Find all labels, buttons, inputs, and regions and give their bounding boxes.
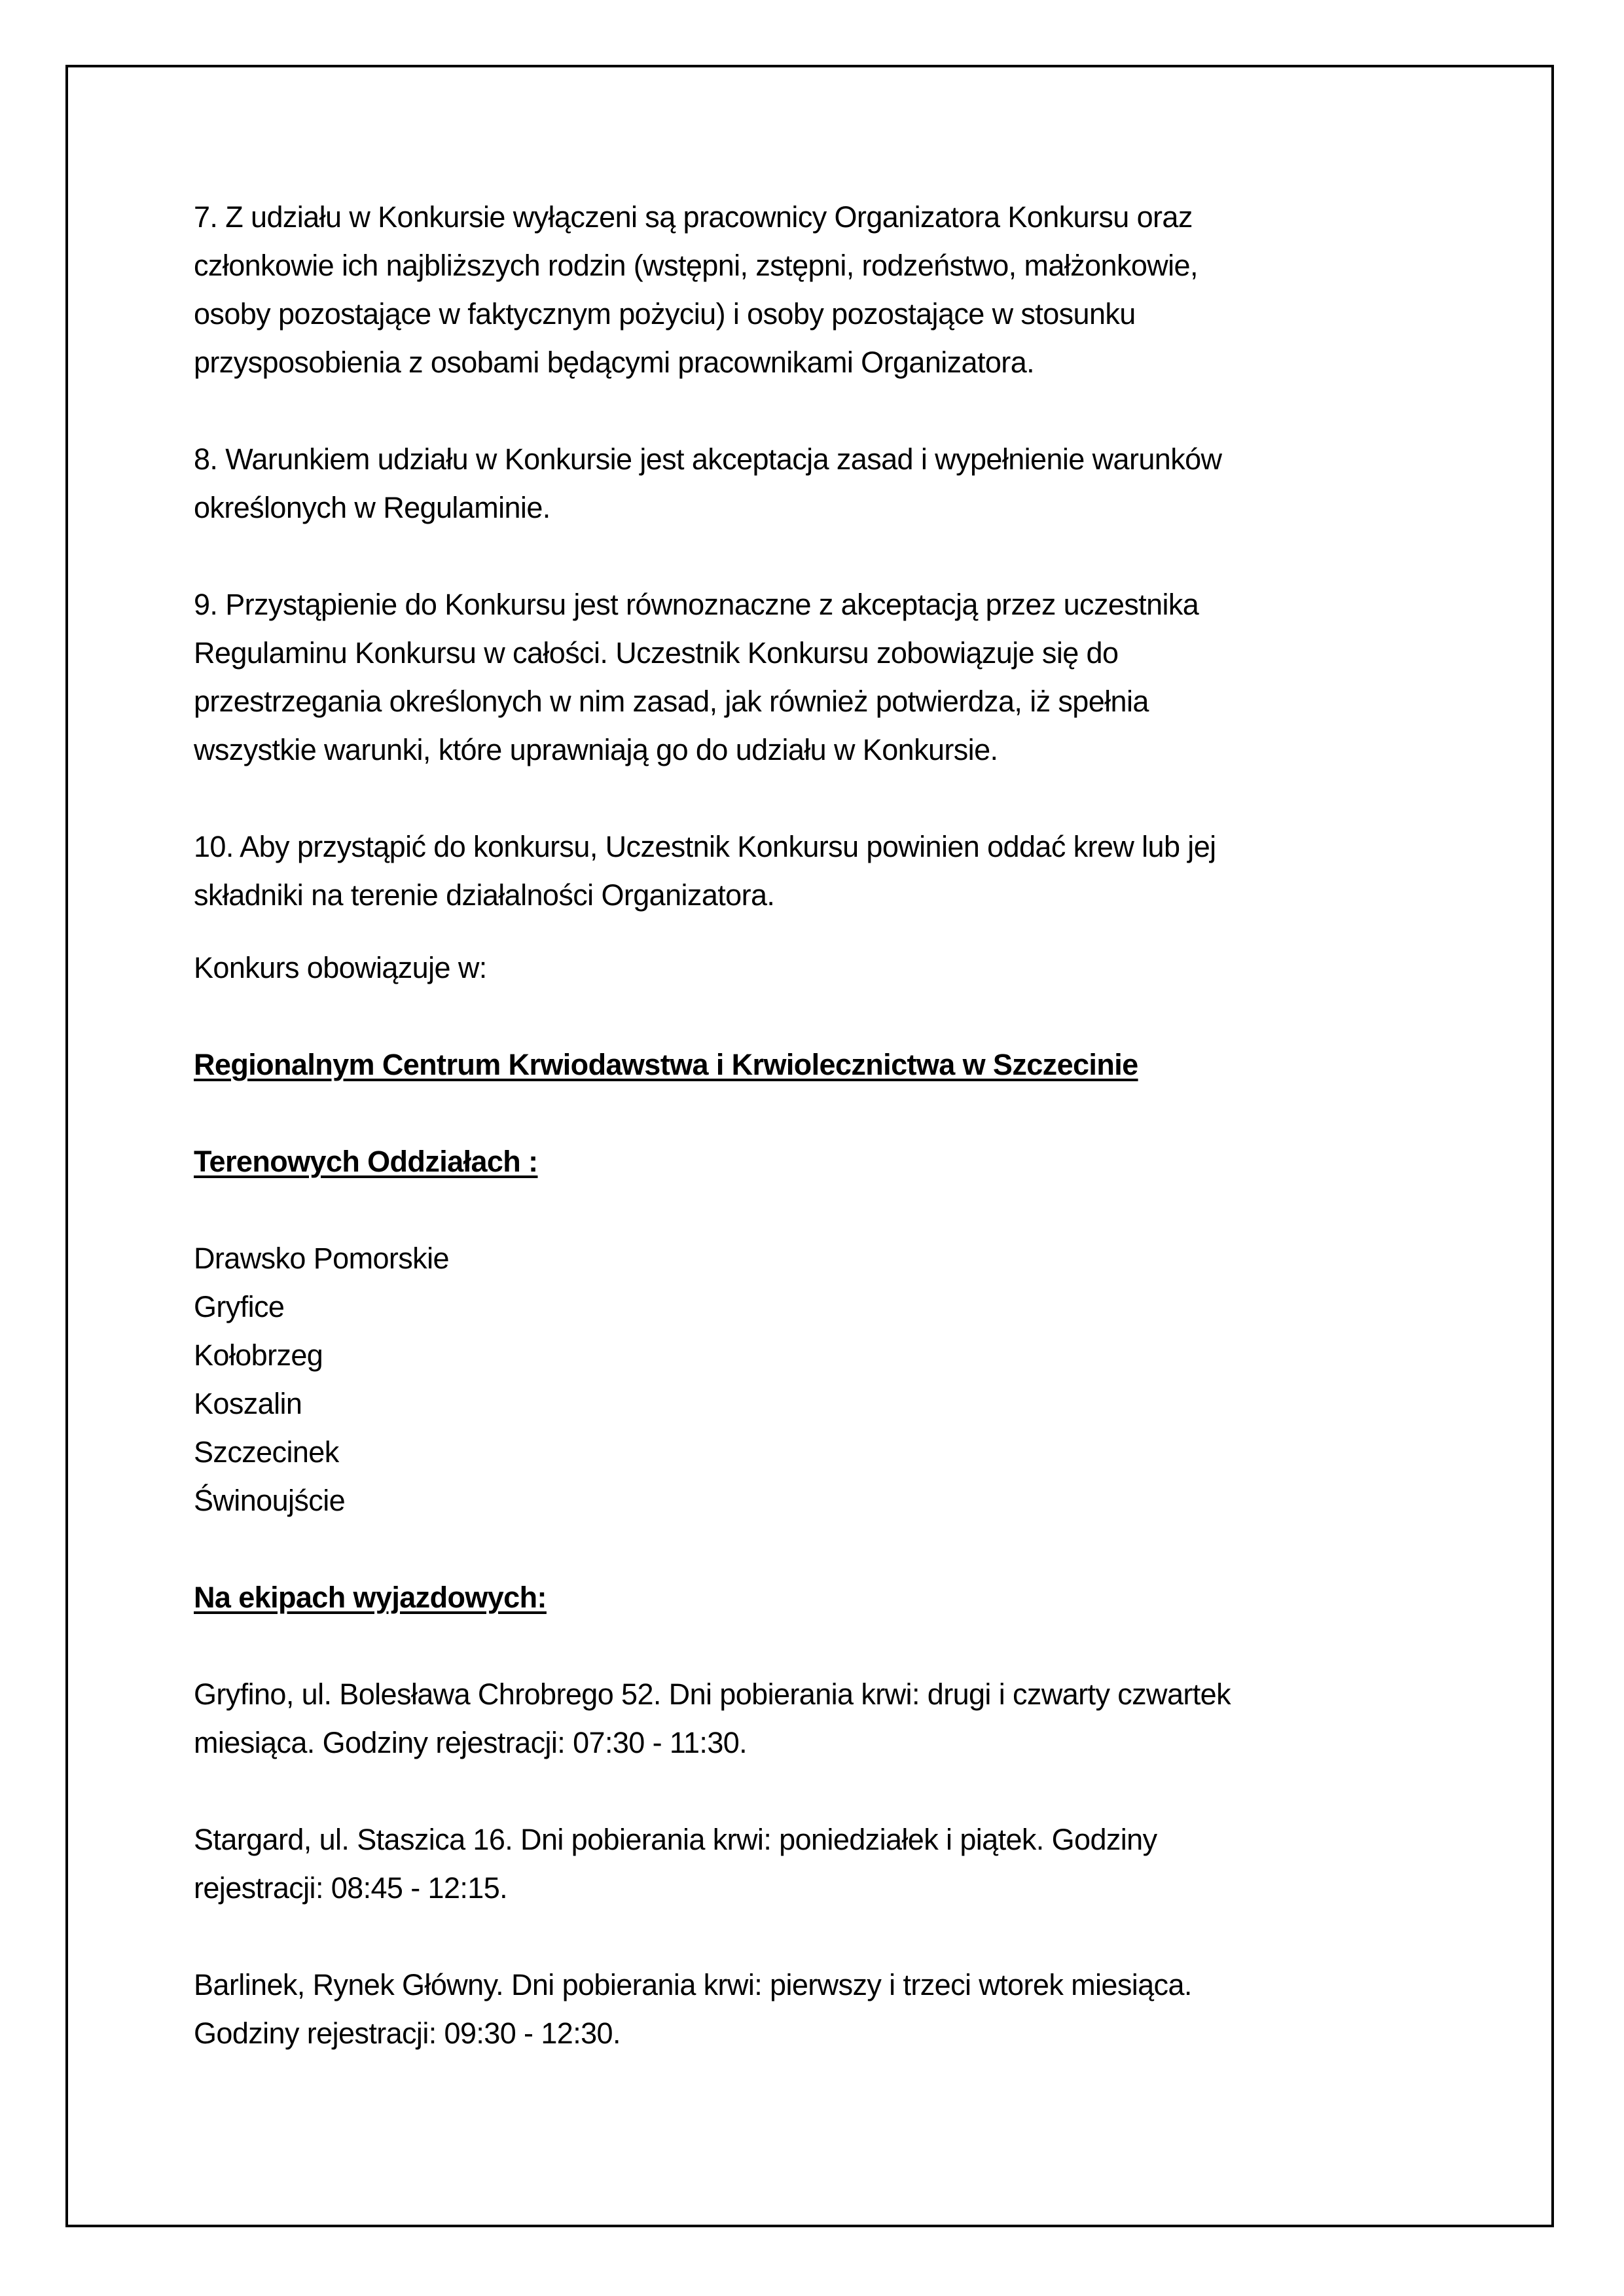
text-line: określonych w Regulaminie. (194, 491, 550, 524)
paragraph-7 (194, 193, 1477, 387)
text-line: rejestracji: 08:45 - 12:15. (194, 1871, 508, 1905)
mobile-unit-gryfino (194, 1670, 1477, 1767)
text-line: 7. Z udziału w Konkursie wyłączeni są pracownicy Organizatora Konkursu oraz (194, 200, 1193, 234)
field-office-item: Świnoujście (194, 1484, 346, 1517)
text-line: Gryfino, ul. Bolesława Chrobrego 52. Dni pobierania krwi: drugi i czwarty czwartek (194, 1677, 1231, 1711)
text-line: przestrzegania określonych w nim zasad, jak również potwierdza, iż spełnia (194, 685, 1149, 718)
field-office-item: Drawsko Pomorskie (194, 1242, 449, 1275)
document-body (194, 193, 1477, 2058)
mobile-unit-barlinek (194, 1961, 1477, 2058)
text-line: członkowie ich najbliższych rodzin (wstępni, zstępni, rodzeństwo, małżonkowie, (194, 249, 1198, 282)
field-offices-list (194, 1234, 1477, 1525)
text-line: Stargard, ul. Staszica 16. Dni pobierania krwi: poniedziałek i piątek. Godziny (194, 1823, 1157, 1856)
mobile-units-heading: Na ekipach wyjazdowych: (194, 1581, 547, 1614)
field-offices-heading: Terenowych Oddziałach : (194, 1145, 538, 1178)
text-line: wszystkie warunki, które uprawniają go do udziału w Konkursie. (194, 733, 998, 766)
field-office-item: Gryfice (194, 1290, 285, 1323)
field-office-item: Szczecinek (194, 1435, 339, 1469)
text-line: osoby pozostające w faktycznym pożyciu) i osoby pozostające w stosunku (194, 297, 1136, 331)
text-line: Regulaminu Konkursu w całości. Uczestnik Konkursu zobowiązuje się do (194, 636, 1119, 670)
mobile-unit-stargard (194, 1816, 1477, 1912)
text-line: Barlinek, Rynek Główny. Dni pobierania krwi: pierwszy i trzeci wtorek miesiąca. (194, 1968, 1192, 2001)
text-line: 10. Aby przystąpić do konkursu, Uczestnik Konkursu powinien oddać krew lub jej (194, 830, 1216, 863)
regional-center-heading: Regionalnym Centrum Krwiodawstwa i Krwiolecznictwa w Szczecinie (194, 1048, 1138, 1081)
text-line: składniki na terenie działalności Organizatora. (194, 878, 775, 912)
field-office-item: Koszalin (194, 1387, 302, 1420)
text-line: Godziny rejestracji: 09:30 - 12:30. (194, 2017, 621, 2050)
field-office-item: Kołobrzeg (194, 1338, 323, 1372)
scope-intro: Konkurs obowiązuje w: (194, 951, 487, 984)
paragraph-10 (194, 823, 1477, 920)
text-line: miesiąca. Godziny rejestracji: 07:30 - 11:30. (194, 1726, 748, 1759)
paragraph-9 (194, 581, 1477, 774)
text-line: 9. Przystąpienie do Konkursu jest równoznaczne z akceptacją przez uczestnika (194, 588, 1199, 621)
text-line: 8. Warunkiem udziału w Konkursie jest akceptacja zasad i wypełnienie warunków (194, 442, 1222, 476)
text-line: przysposobienia z osobami będącymi pracownikami Organizatora. (194, 346, 1035, 379)
paragraph-8 (194, 435, 1477, 532)
